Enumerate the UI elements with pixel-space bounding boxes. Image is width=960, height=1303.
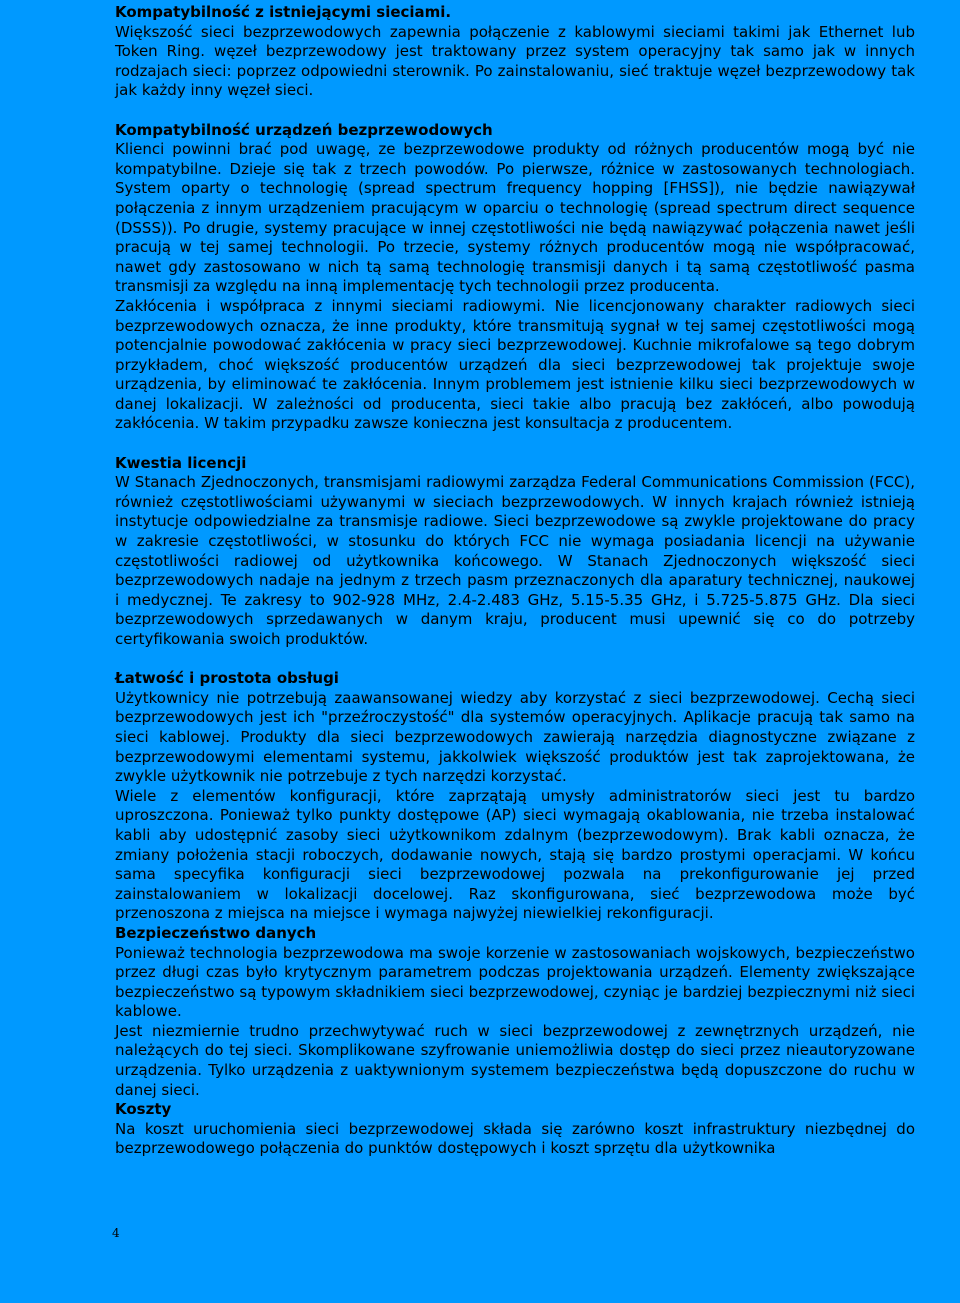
- section-heading-device-compatibility: Kompatybilność urządzeń bezprzewodowych: [115, 120, 493, 139]
- paragraph: Ponieważ technologia bezprzewodowa ma swoje korzenie w zastosowaniach wojskowych, bezpieczeństwo przez długi czas było krytycznym parametrem podczas projektowania urządzeń. Elementy zwiększające bezpieczeństwo są typowym składnikiem sieci bezprzewodowej, czyniąc je bardziej bezpiecznymi niż sieci kablowe.: [115, 943, 915, 1021]
- paragraph: Jest niezmiernie trudno przechwytywać ruch w sieci bezprzewodowej z zewnętrznych urządzeń, nie należących do tej sieci. Skomplikowane szyfrowanie uniemożliwia dostęp do sieci przez nieautoryzowane urządzenia. Tylko urządzenia z uaktywnionym systemem bezpieczeństwa będą dopuszczone do ruchu w danej sieci.: [115, 1021, 915, 1099]
- section-heading-costs: Koszty: [115, 1100, 172, 1119]
- paragraph: Na koszt uruchomienia sieci bezprzewodowej składa się zarówno koszt infrastruktury niezbędnej do bezprzewodowego połączenia do punktów dostępowych i koszt sprzętu dla użytkownika: [115, 1119, 915, 1158]
- paragraph: Większość sieci bezprzewodowych zapewnia połączenie z kablowymi sieciami takimi jak Ethernet lub Token Ring. węzeł bezprzewodowy jest traktowany przez system operacyjny tak samo jak w innych rodzajach sieci: poprzez odpowiedni sterownik. Po zainstalowaniu, sieć traktuje węzeł bezprzewodowy tak jak każdy inny węzeł sieci.: [115, 22, 915, 100]
- paragraph: Wiele z elementów konfiguracji, które zaprzątają umysły administratorów sieci jest tu bardzo uproszczona. Ponieważ tylko punkty dostępowe (AP) sieci wymagają okablowania, nie trzeba instalować kabli aby udostępnić zasoby sieci użytkownikom zdalnym (bezprzewodowym). Brak kabli oznacza, że zmiany położenia stacji roboczych, dodawanie nowych, stają się bardzo prostymi operacjami. W końcu sama specyfika konfiguracji sieci bezprzewodowej pozwala na prekonfigurowanie jej przed zainstalowaniem w lokalizacji docelowej. Raz skonfigurowana, sieć bezprzewodowa może być przenoszona z miejsca na miejsce i wymaga najwyżej niewielkiej rekonfiguracji.: [115, 786, 915, 923]
- paragraph: Użytkownicy nie potrzebują zaawansowanej wiedzy aby korzystać z sieci bezprzewodowej. Cechą sieci bezprzewodowych jest ich "przeźroczystość" dla systemów operacyjnych. Aplikacje pracują tak samo na sieci kablowej. Produkty dla sieci bezprzewodowych zawierają narzędzia diagnostyczne związane z bezprzewodowymi elementami systemu, jakkolwiek większość produktów jest tak zaprojektowana, że zwykle użytkownik nie potrzebuje z tych narzędzi korzystać.: [115, 688, 915, 786]
- section-heading-ease-of-use: Łatwość i prostota obsługi: [115, 669, 339, 688]
- paragraph: Klienci powinni brać pod uwagę, ze bezprzewodowe produkty od różnych producentów mogą być nie kompatybilne. Dzieje się tak z trzech powodów. Po pierwsze, różnice w zastosowanych technologiach. System oparty o technologię (spread spectrum frequency hopping [FHSS]), nie będzie nawiązywał połączenia z innym urządzeniem pracującym w oparciu o technologię (spread spectrum direct sequence (DSSS)). Po drugie, systemy pracujące w innej częstotliwości nie będą nawiązywać połączenia nawet jeśli pracują w tej samej technologii. Po trzecie, systemy różnych producentów mogą nie współpracować, nawet gdy zastosowano w nich tą samą technologię transmisji danych i tą samą częstotliwość pasma transmisji za względu na inną implementację tych technologii przez producenta.: [115, 140, 915, 296]
- section-heading-license: Kwestia licencji: [115, 453, 247, 472]
- page-number: 4: [112, 1226, 120, 1240]
- spacer: [115, 101, 915, 121]
- section-heading-compatibility-networks: Kompatybilność z istniejącymi sieciami.: [115, 3, 452, 21]
- paragraph: W Stanach Zjednoczonych, transmisjami radiowymi zarządza Federal Communications Commission (FCC), również częstotliwościami używanymi w sieciach bezprzewodowych. W innych krajach również istnieją instytucje odpowiedzialne za transmisje radiowe. Sieci bezprzewodowe są zwykle projektowane do pracy w zakresie częstotliwości, w stosunku do których FCC nie wymaga posiadania licencji na używanie częstotliwości radiowej od użytkownika końcowego. W Stanach Zjednoczonych większość sieci bezprzewodowych nadaje na jednym z trzech pasm przeznaczonych dla aparatury technicznej, naukowej i medycznej. Te zakresy to 902-928 MHz, 2.4-2.483 GHz, 5.15-5.35 GHz, i 5.725-5.875 GHz. Dla sieci bezprzewodowych sprzedawanych w danym kraju, producent musi upewnić się co do potrzeby certyfikowania swoich produktów.: [115, 473, 915, 648]
- section-heading-security: Bezpieczeństwo danych: [115, 923, 317, 942]
- paragraph: Zakłócenia i współpraca z innymi sieciami radiowymi. Nie licencjonowany charakter radiowych sieci bezprzewodowych oznacza, że inne produkty, które transmitują sygnał w tej samej częstotliwości mogą potencjalnie powodować zakłócenia w pracy sieci bezprzewodowej. Kuchnie mikrofalowe są tego dobrym przykładem, choć większość producentów urządzeń dla sieci bezprzewodowej tak projektuje swoje urządzenia, by eliminować te zakłócenia. Innym problemem jest istnienie kilku sieci bezprzewodowych w danej lokalizacji. W zależności od producenta, sieci takie albo pracują bez zakłóceń, albo powodują zakłócenia. W takim przypadku zawsze konieczna jest konsultacja z producentem.: [115, 296, 915, 433]
- text-column: [115, 3, 915, 1159]
- spacer: [115, 434, 915, 454]
- spacer: [115, 650, 915, 670]
